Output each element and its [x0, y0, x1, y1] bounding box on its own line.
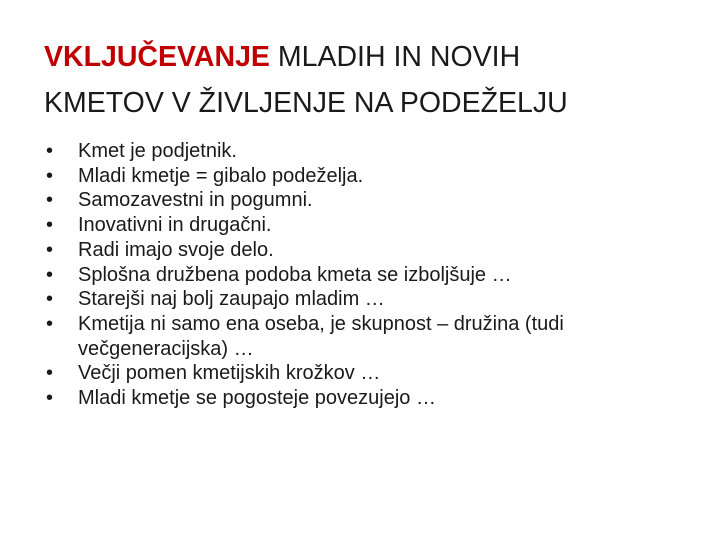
bullet-item: • Mladi kmetje se pogosteje povezujejo …	[46, 386, 686, 411]
bullet-item: • Samozavestni in pogumni.	[46, 188, 686, 213]
bullet-item: • Kmet je podjetnik.	[46, 139, 686, 164]
title-accent: VKLJUČEVANJE	[44, 41, 270, 73]
bullet-item: • Starejši naj bolj zaupajo mladim …	[46, 287, 686, 312]
bullet-item: • Inovativni in drugačni.	[46, 213, 686, 238]
slide-title	[44, 34, 684, 126]
bullet-item: • Splošna družbena podoba kmeta se izboljšuje …	[46, 263, 686, 288]
bullet-list	[46, 139, 686, 411]
title-rest: MLADIH IN NOVIH	[269, 41, 521, 73]
bullet-item: • Mladi kmetje = gibalo podeželja.	[46, 164, 686, 189]
bullet-item: • Radi imajo svoje delo.	[46, 238, 686, 263]
title-line-1	[44, 34, 684, 80]
title-line-2: KMETOV V ŽIVLJENJE NA PODEŽELJU	[44, 87, 568, 119]
bullet-item: • Kmetija ni samo ena oseba, je skupnost – družina (tudi večgeneracijska) …	[46, 312, 686, 361]
bullet-item: • Večji pomen kmetijskih krožkov …	[46, 361, 686, 386]
